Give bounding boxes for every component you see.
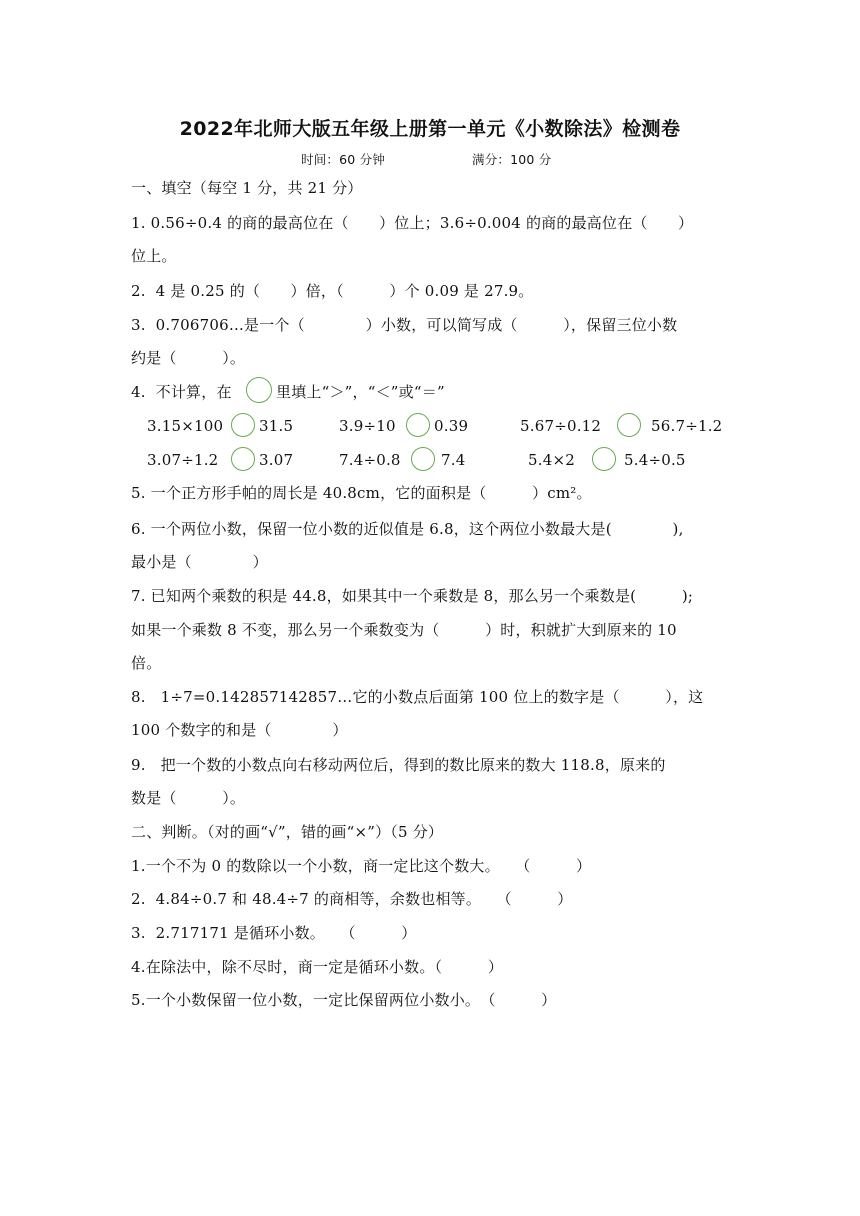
compare-right: 31.5 xyxy=(259,417,294,435)
compare-answer-circle[interactable] xyxy=(406,413,430,437)
q9-line1: 9. 把一个数的小数点向右移动两位后，得到的数比原来的数大 118.8，原来的 xyxy=(131,756,666,774)
q8-line1: 8. 1÷7=0.142857142857…它的小数点后面第 100 位上的数字是（ ），这 xyxy=(131,688,704,706)
q9-line2: 数是（ ）。 xyxy=(131,789,246,807)
judge-item: 1.一个不为 0 的数除以一个小数，商一定比这个数大。 （ ） xyxy=(131,857,592,875)
q1-line1: 1. 0.56÷0.4 的商的最高位在（ ）位上；3.6÷0.004 的商的最高位在（ ） xyxy=(131,214,694,232)
q2: 2. 4 是 0.25 的（ ）倍，（ ）个 0.09 是 27.9。 xyxy=(131,282,534,300)
q5: 5. 一个正方形手帕的周长是 40.8cm，它的面积是（ ）cm²。 xyxy=(131,484,592,502)
compare-left: 5.67÷0.12 xyxy=(520,417,602,435)
q7-line3: 倍。 xyxy=(131,654,162,672)
compare-right: 7.4 xyxy=(441,451,466,469)
q4-prefix: 4. 不计算，在 xyxy=(131,383,232,401)
page-title: 2022年北师大版五年级上册第一单元《小数除法》检测卷 xyxy=(179,118,681,140)
compare-answer-circle[interactable] xyxy=(231,447,255,471)
section1-heading: 一、填空（每空 1 分，共 21 分） xyxy=(131,179,363,197)
compare-answer-circle[interactable] xyxy=(617,413,641,437)
compare-circle-example xyxy=(246,377,272,403)
judge-item: 2. 4.84÷0.7 和 48.4÷7 的商相等，余数也相等。 （ ） xyxy=(131,890,573,908)
compare-answer-circle[interactable] xyxy=(411,447,435,471)
compare-left: 3.9÷10 xyxy=(339,417,396,435)
compare-left: 3.15×100 xyxy=(147,417,224,435)
section2-heading: 二、判断。（对的画“√”，错的画“×”）（5 分） xyxy=(131,823,444,841)
compare-left: 3.07÷1.2 xyxy=(147,451,219,469)
q8-line2: 100 个数字的和是（ ） xyxy=(131,721,348,739)
q6-line1: 6. 一个两位小数，保留一位小数的近似值是 6.8，这个两位小数最大是( ), xyxy=(131,520,684,538)
compare-right: 56.7÷1.2 xyxy=(651,417,723,435)
q4-suffix: 里填上“＞”，“＜”或“＝” xyxy=(276,383,445,401)
q1-line2: 位上。 xyxy=(131,247,177,265)
compare-answer-circle[interactable] xyxy=(592,447,616,471)
q7-line1: 7. 已知两个乘数的积是 44.8，如果其中一个乘数是 8，那么另一个乘数是( ); xyxy=(131,587,694,605)
q6-line2: 最小是（ ） xyxy=(131,553,268,571)
score-label: 满分：100 分 xyxy=(472,152,552,167)
judge-item: 3. 2.717171 是循环小数。 （ ） xyxy=(131,924,417,942)
compare-answer-circle[interactable] xyxy=(231,413,255,437)
compare-right: 5.4÷0.5 xyxy=(624,451,686,469)
q3-line2: 约是（ ）。 xyxy=(131,349,246,367)
compare-left: 5.4×2 xyxy=(528,451,575,469)
compare-right: 0.39 xyxy=(434,417,469,435)
compare-right: 3.07 xyxy=(259,451,294,469)
time-label: 时间：60 分钟 xyxy=(301,152,385,167)
q3-line1: 3. 0.706706…是一个（ ）小数，可以简写成（ ），保留三位小数 xyxy=(131,316,678,334)
q7-line2: 如果一个乘数 8 不变，那么另一个乘数变为（ ）时，积就扩大到原来的 10 xyxy=(131,621,677,639)
compare-left: 7.4÷0.8 xyxy=(339,451,401,469)
judge-item: 4.在除法中，除不尽时，商一定是循环小数。（ ） xyxy=(131,958,504,976)
judge-item: 5.一个小数保留一位小数，一定比保留两位小数小。 （ ） xyxy=(131,991,557,1009)
